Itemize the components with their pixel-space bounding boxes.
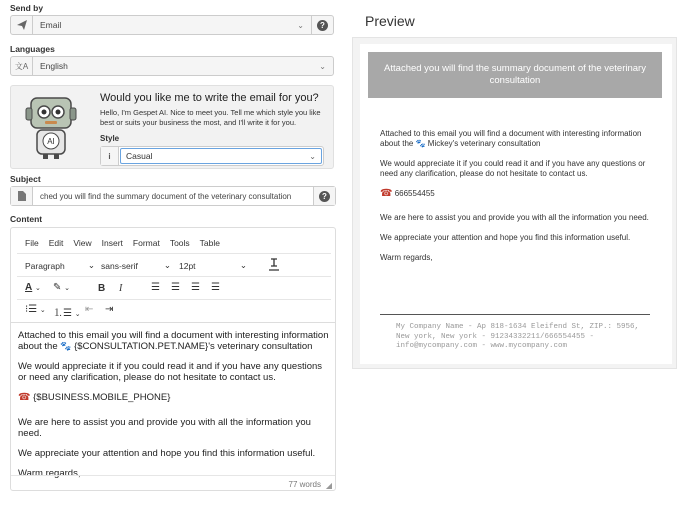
outdent-icon[interactable]: ⇤ [85,304,94,315]
body-phone-line [18,392,330,403]
highlight-color-icon[interactable]: ✎ ⌄ [53,282,71,293]
text-color-icon[interactable]: A ⌄ [25,282,41,293]
preview-pet-name: Mickey's veterinary consultation [425,139,541,148]
style-label: Style [100,134,120,143]
ai-title: Would you like me to write the email for you? [100,92,319,104]
style-value: Casual [126,151,153,161]
preview-phone: 666554455 [394,189,435,198]
preview-about: about the [380,139,416,148]
font-family-select[interactable] [101,260,171,271]
rich-text-editor [10,227,336,491]
preview-paragraph-3: We are here to assist you and provide you with all the information you need. [380,213,649,222]
chevron-down-icon: ⌄ [87,260,95,270]
numbered-list-icon[interactable]: ⒈☰ ⌄ [53,308,81,319]
help-icon[interactable]: ? [313,187,335,205]
block-format-value: Paragraph [25,260,65,271]
menu-edit[interactable]: Edit [48,238,64,248]
italic-icon[interactable]: I [119,283,123,294]
chevron-down-icon: ⌄ [309,151,316,161]
preview-email [360,44,672,364]
phone-variable: {$BUSINESS.MOBILE_PHONE} [33,392,171,403]
languages-value: English [40,61,68,71]
resize-handle-icon[interactable]: ◢ [325,481,332,490]
preview-paragraph-4: We appreciate your attention and hope you find this information useful. [380,233,631,242]
font-family-value: sans-serif [101,260,138,271]
send-by-value: Email [40,20,62,30]
align-justify-icon[interactable]: ☰ [211,282,220,293]
chevron-down-icon: ⌄ [319,61,326,71]
pet-name-variable: {$CONSULTATION.PET.NAME}'s veterinary consultation [74,341,313,352]
body-about: about the [18,341,61,352]
svg-text:AI: AI [47,137,55,146]
menu-file[interactable]: File [25,238,39,248]
bullet-list-icon[interactable]: ⁝☰ ⌄ [25,304,46,315]
send-icon [11,16,33,34]
align-left-icon[interactable]: ☰ [151,282,160,293]
preview-header: Attached you will find the summary document of the veterinary consultation [368,52,662,98]
preview-phone-line [380,189,660,199]
body-paragraph-4: We appreciate your attention and hope you find this information useful. [18,448,316,459]
align-right-icon[interactable]: ☰ [191,282,200,293]
preview-panel [352,37,677,369]
ai-assistant-box [10,85,334,169]
body-paragraph-5: Warm regards, [18,468,81,479]
editor-body[interactable] [18,330,330,488]
preview-footer: My Company Name - Ap 818-1634 Eleifend St, ZIP.: 5956, New york, New york - 91234332211/666554455 - info@mycompany.com - www.mycompany.com [396,323,640,350]
send-by-select[interactable] [10,15,334,35]
preview-paragraph-1b [380,139,660,149]
chevron-down-icon: ⌄ [297,20,304,30]
menu-view[interactable]: View [73,238,92,248]
subject-label: Subject [10,174,41,184]
info-icon: i [101,147,119,165]
menu-insert[interactable]: Insert [101,238,123,248]
preview-title: Preview [365,13,415,29]
paw-icon: 🐾 [415,139,426,148]
font-size-select[interactable] [179,260,247,271]
translate-icon: 文A [11,57,33,75]
phone-icon: ☎ [18,392,31,403]
font-size-value: 12pt [179,260,196,271]
subject-field[interactable] [10,186,336,206]
preview-paragraph-1a: Attached to this email you will find a document with interesting information [380,129,642,138]
body-paragraph-1b [18,341,330,352]
content-label: Content [10,214,43,224]
word-count: 77 words [288,480,321,489]
preview-paragraph-5: Warm regards, [380,253,433,262]
help-icon[interactable]: ? [311,16,333,34]
document-icon [11,187,33,205]
body-paragraph-1a: Attached to this email you will find a document with interesting information [18,330,329,341]
body-paragraph-3: We are here to assist you and provide you with all the information you need. [18,417,311,439]
preview-body [380,129,660,273]
preview-paragraph-2: We would appreciate it if you could read it and if you have any questions or need any clarification, please do not hesitate to contact us. [380,159,646,178]
editor-menubar [25,238,230,248]
phone-icon: ☎ [380,188,393,199]
bold-icon[interactable]: B [98,283,106,294]
style-select[interactable] [100,146,324,166]
robot-avatar-icon [23,94,79,160]
align-center-icon[interactable]: ☰ [171,282,180,293]
clear-formatting-icon[interactable] [268,258,280,274]
block-format-select[interactable] [25,260,95,271]
chevron-down-icon: ⌄ [163,260,171,270]
menu-tools[interactable]: Tools [169,238,190,248]
paw-icon: 🐾 [60,341,72,351]
body-paragraph-2: We would appreciate it if you could read it and if you have any questions or need any clarification, please do not hesitate to contact us. [18,361,323,383]
ai-description: Hello, I'm Gespet AI. Nice to meet you. Tell me which style you like best or suits your business the most, and I'll write it for you. [100,108,321,127]
menu-format[interactable]: Format [132,238,160,248]
indent-icon[interactable]: ⇥ [105,304,114,315]
languages-select[interactable] [10,56,334,76]
languages-label: Languages [10,44,55,54]
subject-input[interactable]: ched you will find the summary document of the veterinary consultation [40,191,292,201]
chevron-down-icon: ⌄ [239,260,247,270]
menu-table[interactable]: Table [199,238,220,248]
send-by-label: Send by [10,3,44,13]
